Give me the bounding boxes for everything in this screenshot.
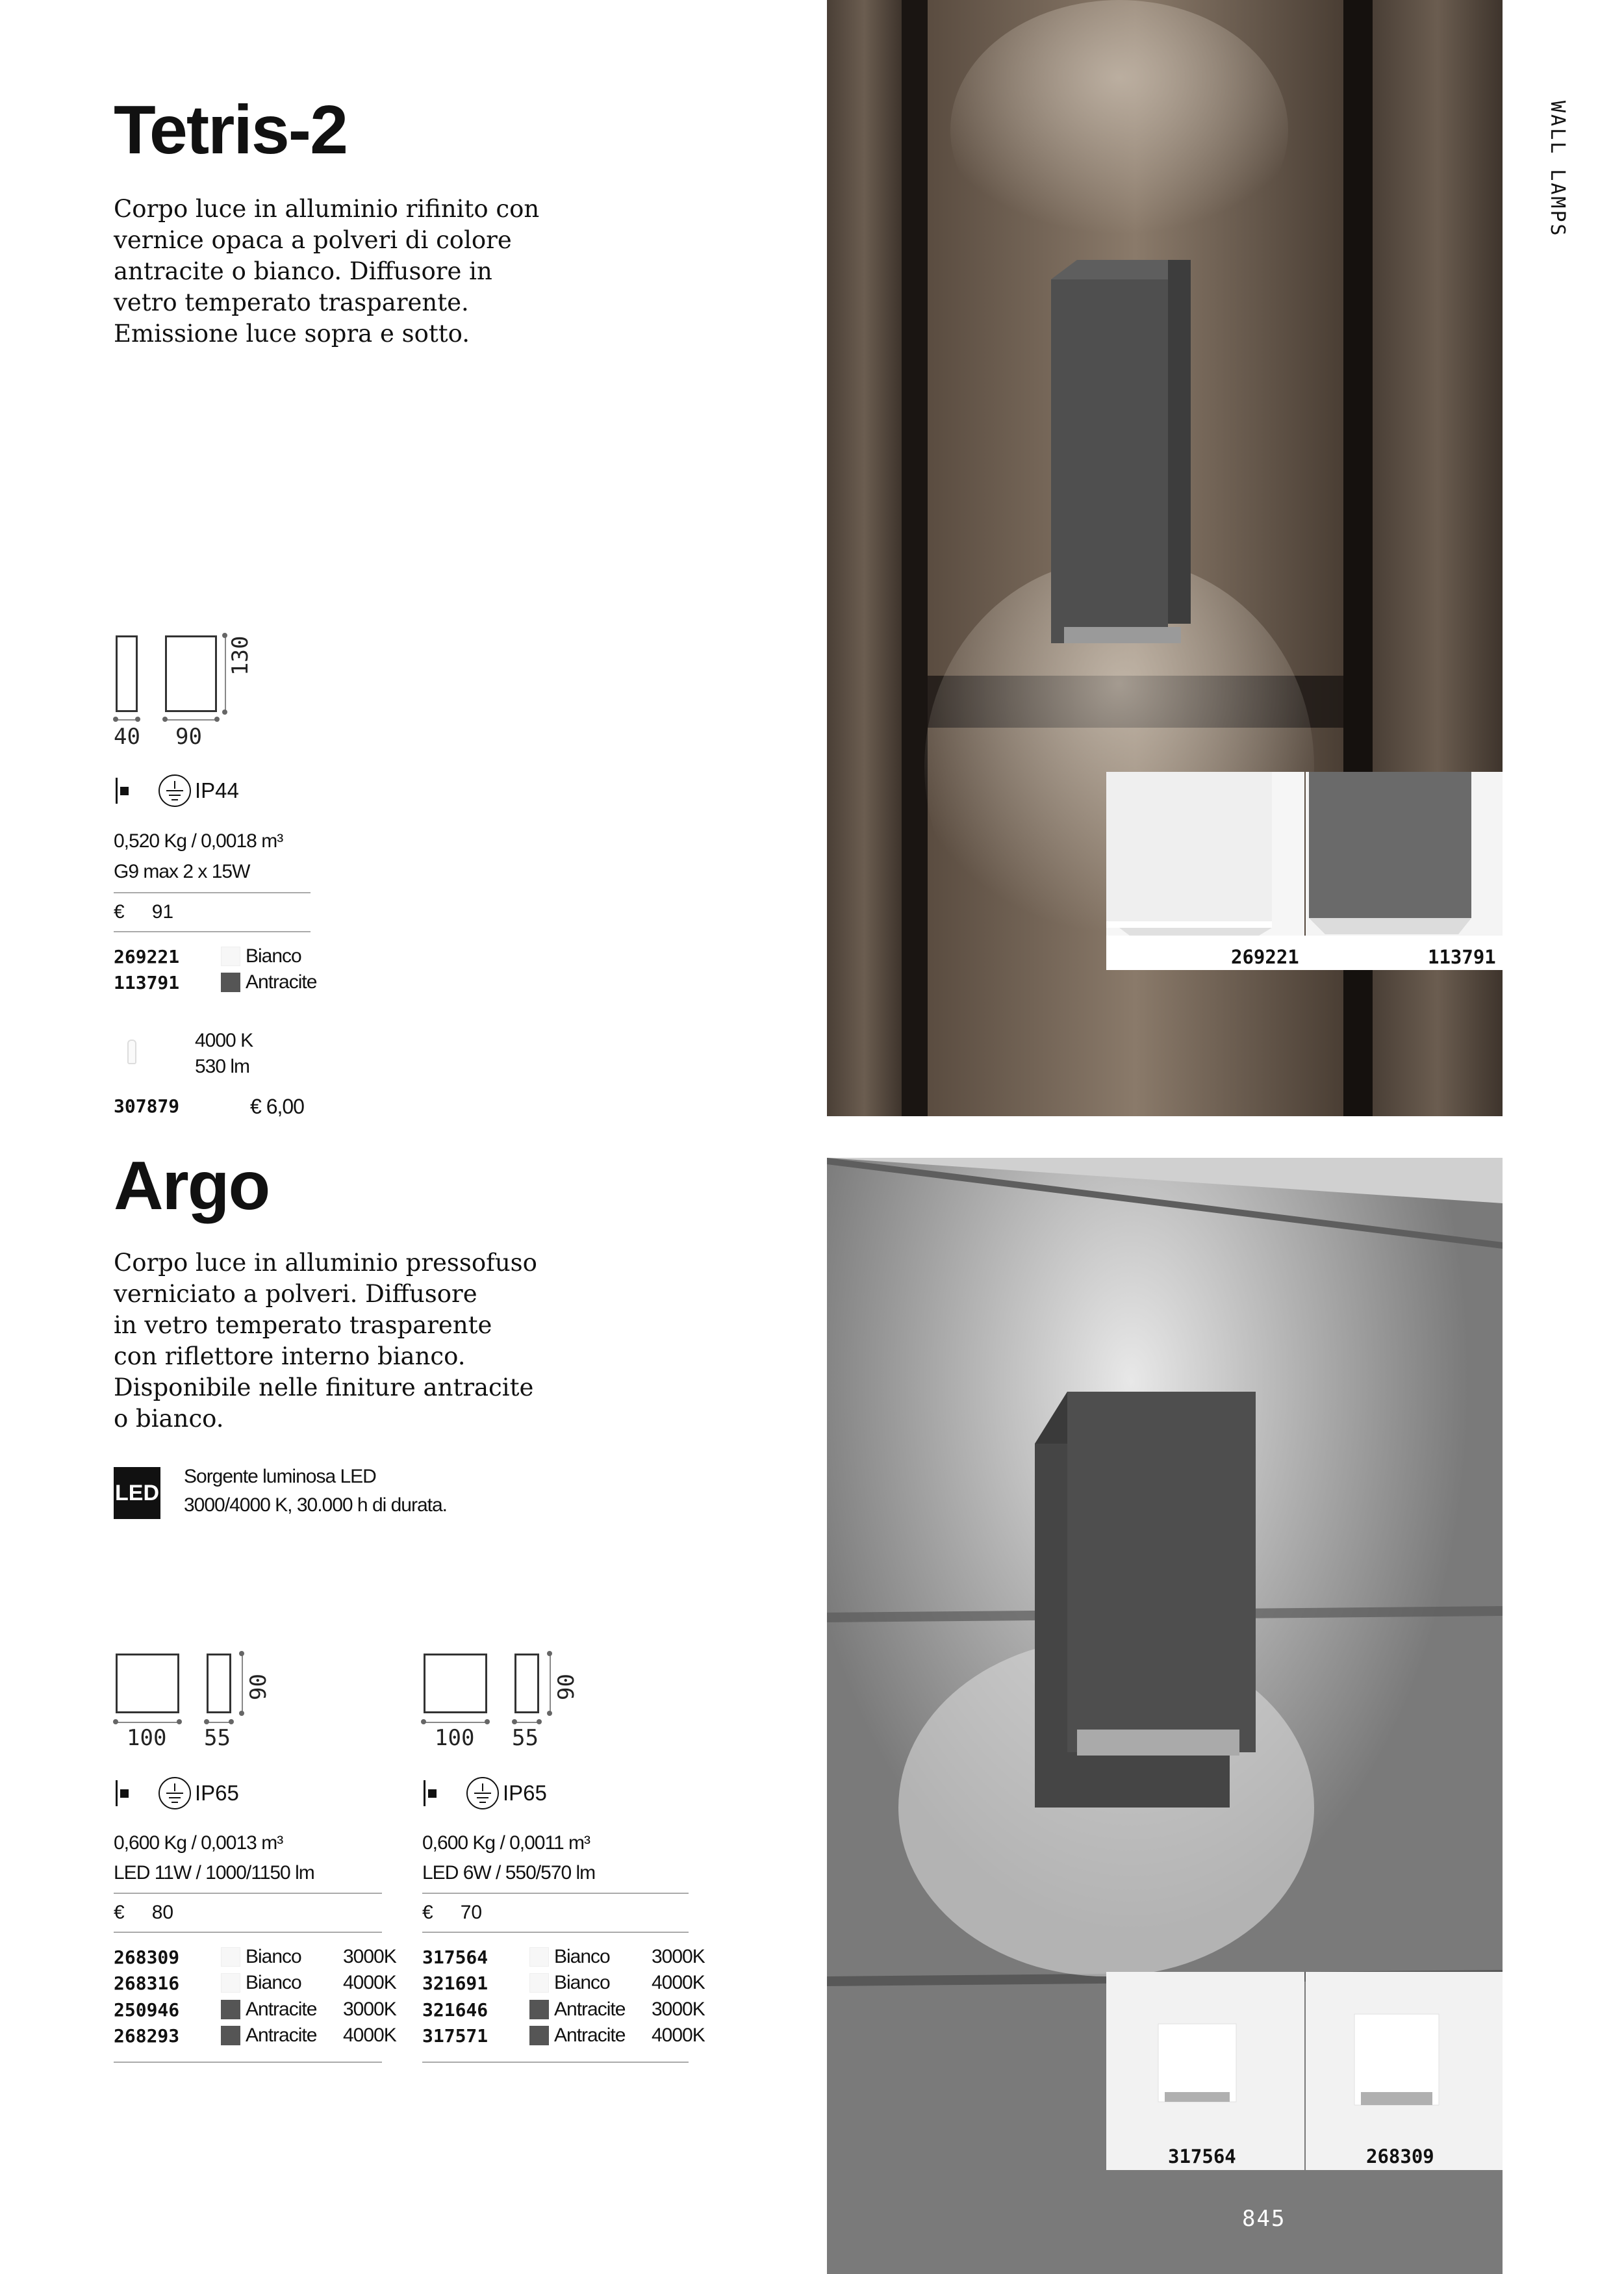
tetris-thumb-label: 269221 (1231, 946, 1299, 968)
argo-small-variant-row: 321691 Bianco 4000K (422, 1972, 705, 1994)
argo-small-variant-row: 317571 Antracite 4000K (422, 2025, 705, 2047)
argo-small-weight: 0,600 Kg / 0,0011 m³ (422, 1832, 590, 1854)
argo-small-dim-depth: 55 (512, 1725, 539, 1751)
argo-title: Argo (114, 1147, 270, 1224)
argo-small-dim-height: 90 (553, 1674, 579, 1700)
bulb-kelvin: 4000 K (195, 1030, 253, 1051)
led-text-line1: Sorgente luminosa LED (184, 1466, 376, 1487)
tetris-dim-depth: 40 (114, 724, 140, 750)
wall-mount-icon (116, 778, 133, 804)
argo-small-price: 70 (460, 1902, 483, 1923)
tetris-currency: € (114, 901, 125, 923)
argo-ip-rating: IP65 (195, 1781, 239, 1805)
argo-currency: € (114, 1902, 125, 1923)
tetris-description: Corpo luce in alluminio rifinito con vernice opaca a polveri di colore antracite o bianco. Diffusore in vetro temperato trasparente. Emissione luce sopra e sotto. (114, 195, 540, 348)
bulb-lumen: 530 lm (195, 1056, 250, 1077)
argo-dim-depth: 55 (204, 1725, 231, 1751)
tetris-title: Tetris-2 (114, 92, 348, 168)
argo-thumb-large (1306, 1972, 1503, 2170)
tetris-dim-height: 130 (227, 635, 253, 676)
tetris-dim-width: 90 (175, 724, 202, 750)
bulb-code: 307879 (114, 1095, 180, 1117)
argo-dim-width: 100 (127, 1725, 167, 1751)
earth-ground-icon (159, 1777, 191, 1809)
led-badge: LED (114, 1467, 160, 1519)
argo-small-currency: € (422, 1902, 433, 1923)
tetris-ip-rating: IP44 (195, 778, 239, 802)
argo-small-variant-row: 317564 Bianco 3000K (422, 1946, 705, 1968)
wall-mount-icon (116, 1780, 133, 1806)
bulb-price: € 6,00 (250, 1095, 304, 1118)
argo-weight: 0,600 Kg / 0,0013 m³ (114, 1832, 283, 1854)
argo-thumb-label: 268309 (1366, 2145, 1434, 2167)
tetris-variant-row: 269221 Bianco (114, 945, 301, 967)
page-number: 845 (1242, 2206, 1286, 2232)
argo-dim-height: 90 (246, 1674, 272, 1700)
tetris-lamp: G9 max 2 x 15W (114, 861, 250, 882)
tetris-variant-row: 113791 Antracite (114, 971, 317, 993)
argo-variant-row: 250946 Antracite 3000K (114, 1999, 396, 2021)
argo-variant-row: 268293 Antracite 4000K (114, 2025, 396, 2047)
argo-variant-row: 268316 Bianco 4000K (114, 1972, 396, 1994)
argo-price: 80 (151, 1902, 174, 1923)
led-text-line2: 3000/4000 K, 30.000 h di durata. (184, 1494, 448, 1516)
anthracite-swatch (221, 973, 240, 992)
argo-small-lamp: LED 6W / 550/570 lm (422, 1862, 596, 1884)
section-side-label: WALL LAMPS (1546, 101, 1569, 238)
earth-ground-icon (466, 1777, 499, 1809)
wall-mount-icon (424, 1780, 440, 1806)
argo-small-dim-width: 100 (435, 1725, 475, 1751)
white-swatch (221, 947, 240, 966)
argo-small-ip-rating: IP65 (503, 1781, 547, 1805)
argo-lamp: LED 11W / 1000/1150 lm (114, 1862, 314, 1884)
tetris-price: 91 (151, 901, 174, 923)
argo-description: Corpo luce in alluminio pressofuso verniciato a polveri. Diffusore in vetro temperato trasparente con riflettore interno bianco. Disponibile nelle finiture antracite o bianco. (114, 1249, 537, 1433)
g9-bulb-icon (127, 1040, 136, 1064)
argo-thumb-small (1106, 1972, 1304, 2170)
argo-variant-row: 268309 Bianco 3000K (114, 1946, 396, 1968)
argo-small-variant-row: 321646 Antracite 3000K (422, 1999, 705, 2021)
tetris-weight: 0,520 Kg / 0,0018 m³ (114, 830, 283, 852)
tetris-thumb-label: 113791 (1428, 946, 1496, 968)
earth-ground-icon (159, 774, 191, 807)
argo-thumb-label: 317564 (1168, 2145, 1236, 2167)
